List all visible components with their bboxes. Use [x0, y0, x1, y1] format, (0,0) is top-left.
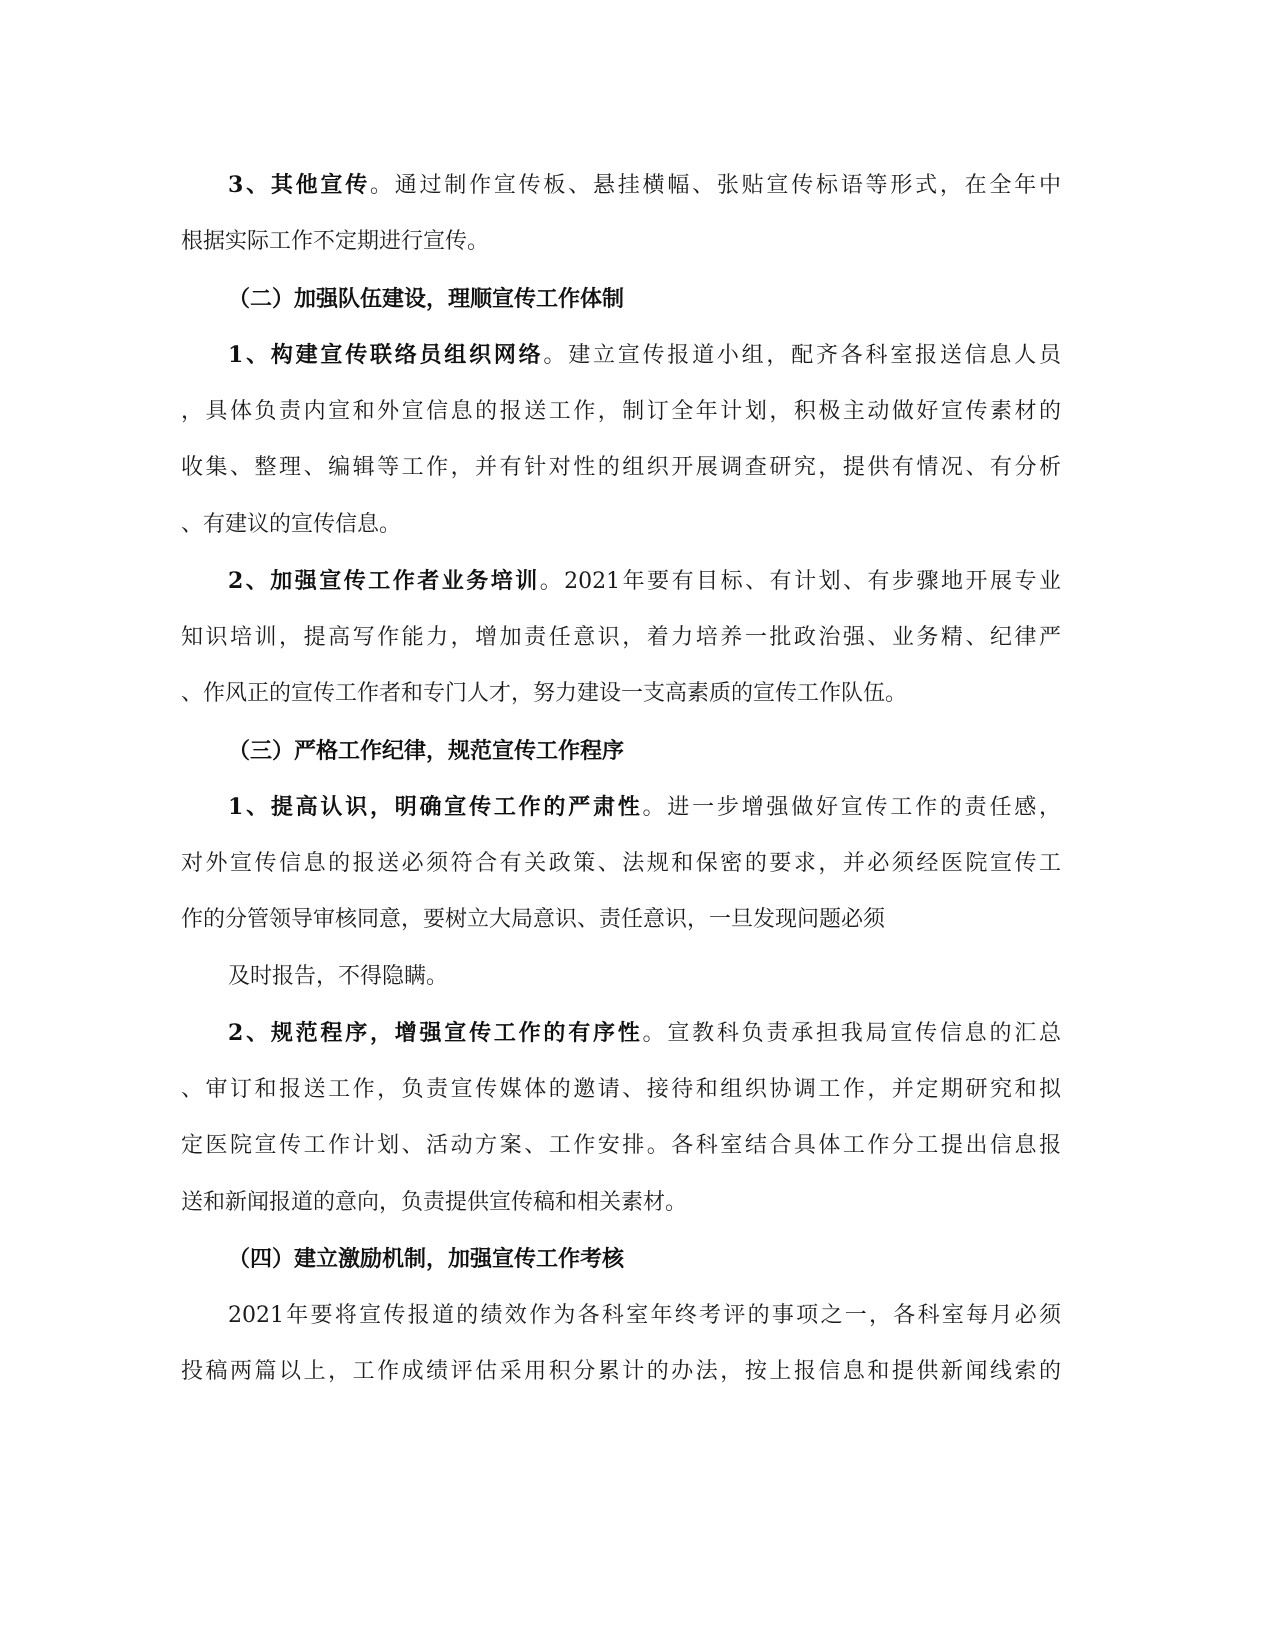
- paragraph-lead: 2、规范程序，增强宣传工作的有序性: [228, 1020, 643, 1046]
- paragraph-line: 定医院宣传工作计划、活动方案、工作安排。各科室结合具体工作分工提出信息报: [181, 1133, 1061, 1158]
- paragraph-text: 。进一步增强做好宣传工作的责任感，: [642, 795, 1061, 820]
- paragraph-line: 知识培训，提高写作能力，增加责任意识，着力培养一批政治强、业务精、纪律严: [181, 625, 1061, 650]
- paragraph-text: 。建立宣传报道小组，配齐各科室报送信息人员: [543, 343, 1061, 368]
- paragraph-line: 根据实际工作不定期进行宣传。: [181, 229, 490, 254]
- paragraph-line: 、有建议的宣传信息。: [181, 512, 402, 537]
- paragraph-line: [228, 1018, 1061, 1049]
- paragraph-line: 2021年要将宣传报道的绩效作为各科室年终考评的事项之一，各科室每月必须: [228, 1303, 1061, 1328]
- paragraph-line: [228, 792, 1061, 823]
- paragraph-line: 送和新闻报道的意向，负责提供宣传稿和相关素材。: [181, 1190, 688, 1215]
- section-heading: （三）严格工作纪律，规范宣传工作程序: [228, 738, 625, 764]
- paragraph-line: 作的分管领导审核同意，要树立大局意识、责任意识，一旦发现问题必须: [181, 907, 886, 932]
- section-heading: （四）建立激励机制，加强宣传工作考核: [228, 1246, 625, 1272]
- paragraph-lead: 1、提高认识，明确宣传工作的严肃性: [228, 794, 643, 820]
- paragraph-line: ，具体负责内宣和外宣信息的报送工作，制订全年计划，积极主动做好宣传素材的: [181, 399, 1061, 424]
- paragraph-text: 。2021年要有目标、有计划、有步骤地开展专业: [539, 569, 1061, 594]
- paragraph-line: 收集、整理、编辑等工作，并有针对性的组织开展调查研究，提供有情况、有分析: [181, 455, 1061, 480]
- paragraph-line: 投稿两篇以上，工作成绩评估采用积分累计的办法，按上报信息和提供新闻线索的: [181, 1359, 1061, 1384]
- paragraph-text: 。通过制作宣传板、悬挂横幅、张贴宣传标语等形式，在全年中: [369, 173, 1061, 198]
- section-heading: （二）加强队伍建设，理顺宣传工作体制: [228, 286, 625, 312]
- paragraph-line: 及时报告，不得隐瞒。: [228, 964, 449, 989]
- paragraph-lead: 3、其他宣传: [228, 172, 370, 198]
- paragraph-line: 对外宣传信息的报送必须符合有关政策、法规和保密的要求，并必须经医院宣传工: [181, 851, 1061, 876]
- paragraph-lead: 1、构建宣传联络员组织网络: [228, 342, 544, 368]
- paragraph-line: 、作风正的宣传工作者和专门人才，努力建设一支高素质的宣传工作队伍。: [181, 681, 908, 706]
- paragraph-line: 、审订和报送工作，负责宣传媒体的邀请、接待和组织协调工作，并定期研究和拟: [181, 1077, 1061, 1102]
- paragraph-line: [228, 340, 1061, 371]
- paragraph-line: [228, 566, 1061, 597]
- paragraph-text: 。宣教科负责承担我局宣传信息的汇总: [642, 1021, 1061, 1046]
- paragraph-lead: 2、加强宣传工作者业务培训: [228, 568, 540, 594]
- paragraph-line: [228, 170, 1061, 201]
